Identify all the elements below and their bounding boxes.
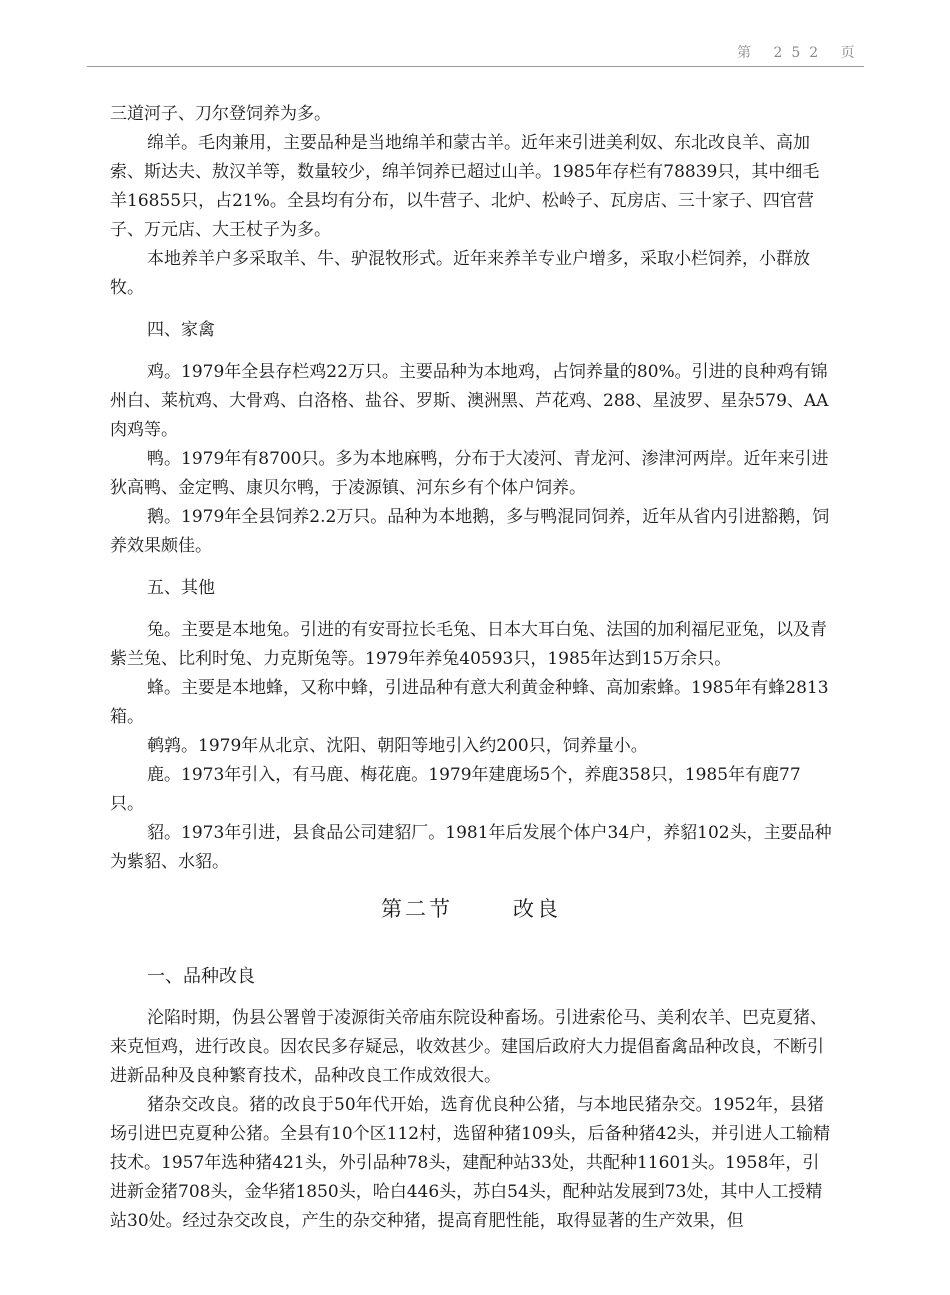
paragraph: 本地养羊户多采取羊、牛、驴混牧形式。近年来养羊专业户增多，采取小栏饲养，小群放牧。 — [110, 249, 810, 298]
paragraph: 鸭。1979年有8700只。多为本地麻鸭，分布于大凌河、青龙河、渗津河两岸。近年来引进狄高鸭、金定鸭、康贝尔鸭，于凌源镇、河东乡有个体户饲养。 — [110, 449, 829, 498]
section-title — [110, 895, 832, 924]
paragraph: 沦陷时期，伪县公署曾于凌源街关帝庙东院设种畜场。引进索伦马、美利农羊、巴克夏猪、来克恒鸡，进行改良。因农民多存疑忌，收效甚少。建国后政府大力提倡畜禽品种改良，不断引进新品种及良种繁育技术，品种改良工作成效很大。 — [110, 1008, 827, 1086]
paragraph: 鹌鹑。1979年从北京、沈阳、朝阳等地引入约200只，饲养量小。 — [147, 736, 648, 756]
paragraph: 鹿。1973年引入，有马鹿、梅花鹿。1979年建鹿场5个，养鹿358只，1985年有鹿77只。 — [110, 765, 801, 814]
paragraph: 三道河子、刀尔登饲养为多。 — [110, 104, 331, 124]
subsection-heading: 四、家禽 — [147, 320, 215, 340]
paragraph: 貂。1973年引进，县食品公司建貂厂。1981年后发展个体户34户，养貂102头，主要品种为紫貂、水貂。 — [110, 823, 832, 872]
section-name: 改良 — [513, 897, 561, 921]
header-rule — [87, 66, 864, 67]
paragraph: 猪杂交改良。猪的改良于50年代开始，选育优良种公猪，与本地民猪杂交。1952年，县猪场引进巴克夏种公猪。全县有10个区112村，选留种猪109头，后备种猪42头，并引进人工输精技术。1957年选种猪421头，外引品种78头，建配种站33处，共配种11601头。1958年，引进新金猪708头，金华猪1850头，哈白446头，苏白54头，配种站发展到73处，其中人工授精站30处。经过杂交改良，产生的杂交种猪，提高育肥性能，取得显著的生产效果，但 — [110, 1095, 831, 1231]
paragraph: 蜂。主要是本地蜂，又称中蜂，引进品种有意大利黄金种蜂、高加索蜂。1985年有蜂2813箱。 — [110, 678, 829, 727]
paragraph: 兔。主要是本地兔。引进的有安哥拉长毛兔、日本大耳白兔、法国的加利福尼亚兔，以及青紫兰兔、比利时兔、力克斯兔等。1979年养兔40593只，1985年达到15万余只。 — [110, 620, 827, 669]
subsection-heading: 一、品种改良 — [147, 966, 255, 987]
paragraph: 鸡。1979年全县存栏鸡22万只。主要品种为本地鸡，占饲养量的80%。引进的良种鸡有锦州白、莱杭鸡、大骨鸡、白洛格、盐谷、罗斯、澳洲黑、芦花鸡、288、星波罗、星杂579、AA肉鸡等。 — [110, 362, 829, 440]
paragraph: 鹅。1979年全县饲养2.2万只。品种为本地鹅，多与鸭混同饲养，近年从省内引进豁鹅，饲养效果颇佳。 — [110, 507, 830, 556]
paragraph: 绵羊。毛肉兼用，主要品种是当地绵羊和蒙古羊。近年来引进美利奴、东北改良羊、高加索、斯达夫、敖汉羊等，数量较少，绵羊饲养已超过山羊。1985年存栏有78839只，其中细毛羊16855只，占21%。全县均有分布，以牛营子、北炉、松岭子、瓦房店、三十家子、四官营子、万元店、大王杖子为多。 — [110, 133, 820, 240]
section-number: 第二节 — [381, 897, 453, 921]
subsection-heading: 五、其他 — [147, 578, 215, 598]
page-number: 第 252 页 — [737, 45, 864, 61]
page-body — [110, 100, 832, 1236]
